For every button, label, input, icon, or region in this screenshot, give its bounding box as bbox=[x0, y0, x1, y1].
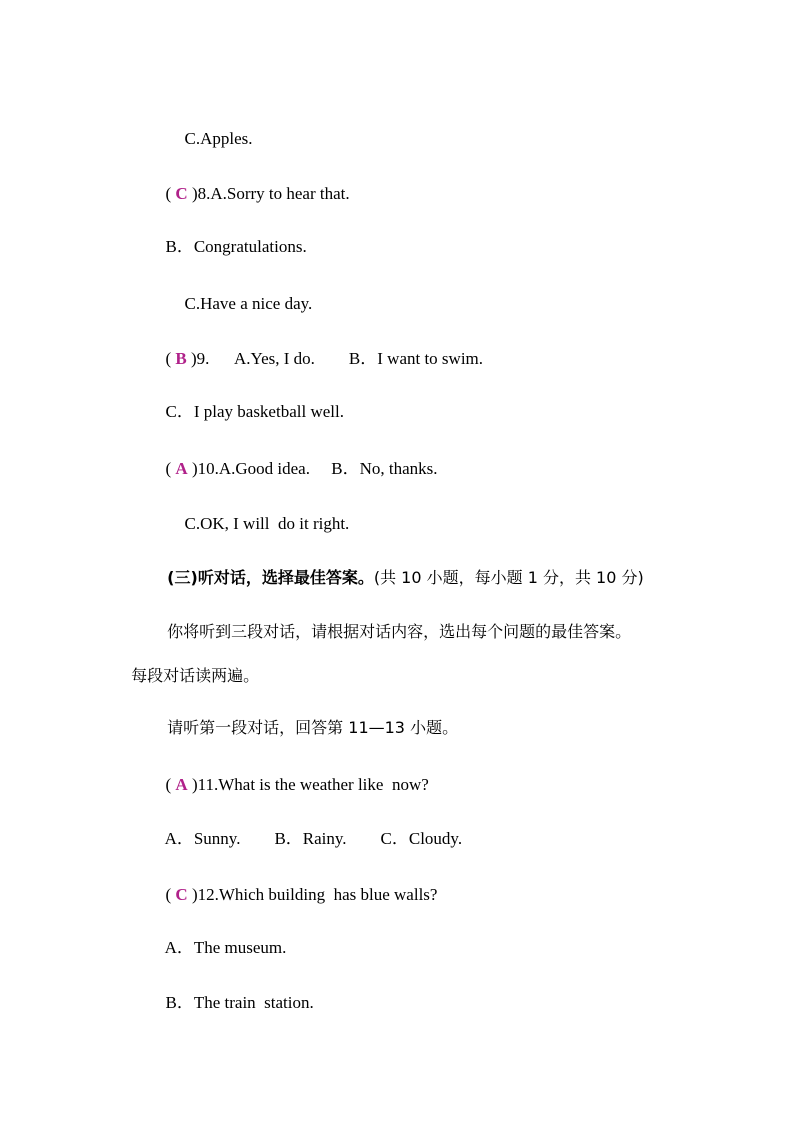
q7-option-c bbox=[176, 106, 253, 150]
q10-text: )10.A.Good idea. B．No, thanks. bbox=[187, 459, 438, 478]
q12-option-a bbox=[157, 915, 286, 959]
q11-paren: ( bbox=[165, 775, 176, 794]
question-11 bbox=[157, 752, 429, 796]
q12-text: )12.Which building has blue walls? bbox=[187, 885, 438, 904]
q11-text: )11.What is the weather like now? bbox=[187, 775, 429, 794]
section-3-title: 听对话，选择最佳答案。 bbox=[197, 568, 374, 587]
question-10 bbox=[157, 436, 437, 480]
q8-option-c bbox=[176, 271, 312, 315]
question-8 bbox=[157, 161, 350, 205]
q12-paren: ( bbox=[165, 885, 176, 904]
q8-text: )8.A.Sorry to hear that. bbox=[187, 184, 350, 203]
q9-paren: ( bbox=[165, 349, 176, 368]
section-3-prefix: (三) bbox=[167, 568, 198, 587]
q10-option-c bbox=[176, 491, 349, 535]
instruction-line-1-text: 你将听到三段对话，请根据对话内容，选出每个问题的最佳答案。 bbox=[167, 622, 632, 641]
q7-option-c-text: C.Apples. bbox=[184, 129, 253, 148]
q12-option-a-text: A．The museum. bbox=[164, 938, 287, 957]
q9-answer: B bbox=[175, 349, 187, 368]
q8-option-b bbox=[157, 214, 307, 258]
q8-answer: C bbox=[175, 184, 188, 203]
q9-option-c bbox=[157, 379, 344, 423]
dialogue-1-prompt bbox=[157, 695, 458, 739]
q8-paren: ( bbox=[165, 184, 176, 203]
question-12 bbox=[157, 862, 437, 906]
question-9 bbox=[157, 326, 483, 370]
instruction-line-2 bbox=[121, 643, 259, 687]
q10-answer: A bbox=[175, 459, 188, 478]
q11-answer: A bbox=[175, 775, 188, 794]
q10-option-c-text: C.OK, I will do it right. bbox=[184, 514, 350, 533]
section-3-heading bbox=[157, 545, 644, 589]
q12-answer: C bbox=[175, 885, 188, 904]
q12-option-b bbox=[157, 970, 314, 1014]
section-3-note: (共 10 小题，每小题 1 分，共 10 分) bbox=[373, 568, 644, 587]
instruction-line-1 bbox=[157, 599, 631, 643]
q12-option-b-text: B．The train station. bbox=[165, 993, 314, 1012]
q11-options-text: A．Sunny. B．Rainy. C．Cloudy. bbox=[164, 829, 463, 848]
q11-options bbox=[157, 806, 462, 850]
q10-paren: ( bbox=[165, 459, 176, 478]
dialogue-1-prompt-text: 请听第一段对话，回答第 11—13 小题。 bbox=[167, 718, 459, 737]
q8-option-c-text: C.Have a nice day. bbox=[184, 294, 313, 313]
q9-text: )9. A.Yes, I do. B．I want to swim. bbox=[186, 349, 484, 368]
q9-option-c-text: C．I play basketball well. bbox=[165, 402, 344, 421]
q8-option-b-text: B．Congratulations. bbox=[165, 237, 307, 256]
instruction-line-2-text: 每段对话读两遍。 bbox=[131, 666, 260, 685]
